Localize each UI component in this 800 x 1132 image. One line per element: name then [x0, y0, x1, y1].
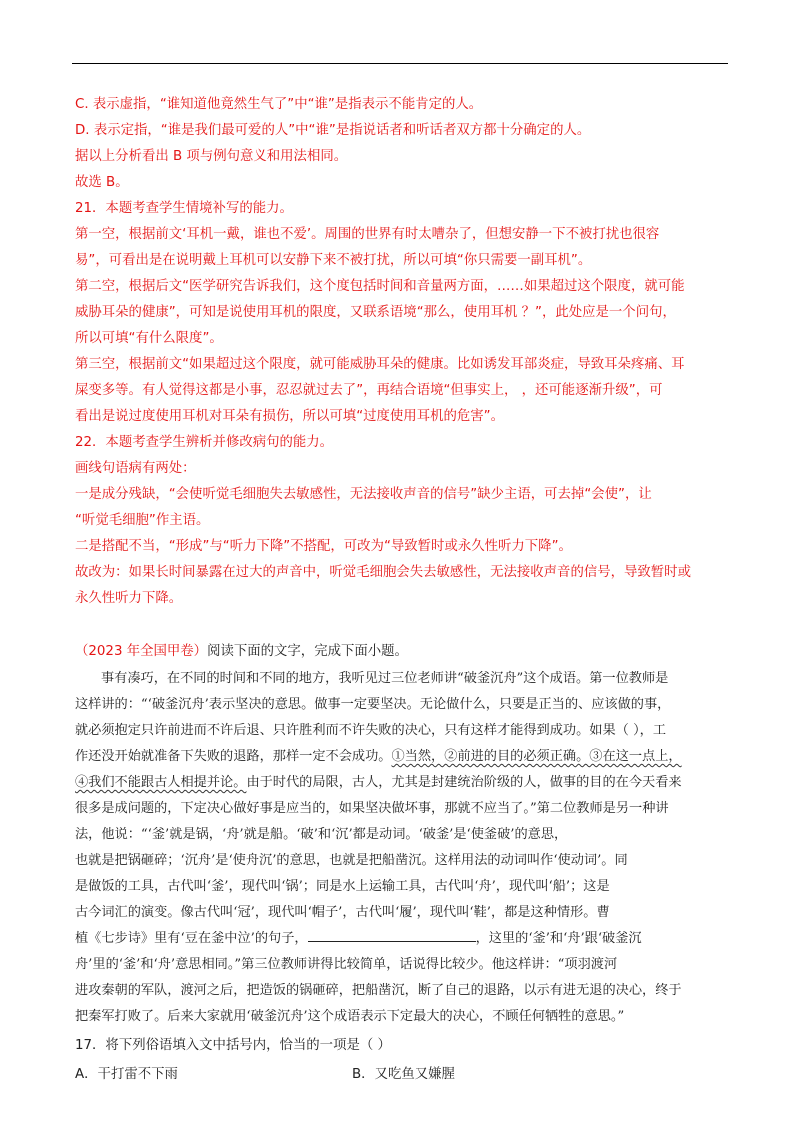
fill-in-blank[interactable] — [308, 929, 476, 942]
passage-line: 法，他说：“‘釜’就是锅，‘舟’就是船。‘破’和‘沉’都是动词。‘破釜’是‘使釜破’的意思， — [75, 827, 568, 842]
answer-line: “听觉毛细胞”作主语。 — [75, 513, 210, 528]
answer-line: D. 表示定指，“谁是我们最可爱的人”中“谁”是指说话者和听话者双方都十分确定的人。 — [75, 123, 591, 138]
option-a[interactable]: A．干打雷不下雨 — [75, 1067, 178, 1082]
passage-line: 是做饭的工具，古代叫‘釜’，现代叫‘锅’；同是水上运输工具，古代叫‘舟’，现代叫‘船’；这是 — [75, 879, 610, 894]
answer-line: 第二空，根据后文“医学研究告诉我们，这个度包括时间和音量两方面，……如果超过这个限度，就可能 — [75, 279, 685, 294]
passage-text: 由于时代的局限，古人，尤其是封建统治阶级的人，做事的目的在今天看来 — [246, 775, 682, 790]
passage-line: 进攻秦朝的军队，渡河之后，把造饭的锅砸碎，把船凿沉，断了自己的退路，以示有进无退的决心，终于 — [75, 983, 682, 998]
answer-line: 屎变多等。有人觉得这都是小事，忍忍就过去了”，再结合语境“但事实上， ，还可能逐渐升级”，可 — [75, 383, 663, 398]
reading-header — [75, 642, 408, 662]
answer-line: 故选 B。 — [75, 175, 129, 190]
passage-text: 作还没开始就准备下失败的退路，那样一定不会成功。 — [75, 749, 392, 764]
passage-line: 把秦军打败了。后来大家就用‘破釜沉舟’这个成语表示下定最大的决心，不顾任何牺牲的意思。” — [75, 1009, 625, 1024]
answer-line: 第一空，根据前文‘耳机一戴，谁也不爱’。周围的世界有时太嘈杂了，但想安静一下不被打扰也很容 — [75, 227, 660, 242]
answer-line: 二是搭配不当，“形成”与“听力下降”不搭配，可改为“导致暂时或永久性听力下降”。 — [75, 539, 572, 554]
passage-line: 古今词汇的演变。像古代叫‘冠’，现代叫‘帽子’，古代叫‘履’，现代叫‘鞋’，都是这种情形。曹 — [75, 905, 610, 920]
answer-line: 看出是说过度使用耳机对耳朵有损伤，所以可填“过度使用耳机的危害”。 — [75, 409, 504, 424]
option-b[interactable]: B．又吃鱼又嫌腥 — [352, 1067, 455, 1082]
answer-line: 所以可填“有什么限度”。 — [75, 331, 223, 346]
answer-heading: 21．本题考查学生情境补写的能力。 — [75, 201, 293, 216]
passage-line: 很多是成问题的，下定决心做好事是应当的，如果坚决做坏事，那就不应当了。”第二位教师是另一种讲 — [75, 801, 669, 816]
answer-line: 故改为：如果长时间暴露在过大的声音中，听觉毛细胞会失去敏感性，无法接收声音的信号，导致暂时或 — [75, 565, 691, 580]
answer-line: 画线句语病有两处： — [75, 461, 196, 476]
underlined-sentence: ④我们不能跟古人相提并论。 — [75, 775, 247, 790]
answer-line: 永久性听力下降。 — [75, 591, 183, 606]
answer-line: 易”，可看出是在说明戴上耳机可以安静下来不被打扰，所以可填“你只需要一副耳机”。 — [75, 253, 592, 268]
source-label: （2023 年全国甲卷） — [75, 644, 208, 659]
passage-line: 舟’里的‘釜’和‘舟’意思相同。”第三位教师讲得比较简单，话说得比较少。他这样讲：“项羽渡河 — [75, 957, 618, 972]
passage-line: 事有凑巧，在不同的时间和不同的地方，我听见过三位老师讲“破釜沉舟”这个成语。第一位教师是 — [101, 671, 669, 686]
passage-line: 就必须抱定只许前进而不许后退、只许胜利而不许失败的决心，只有这样才能得到成功。如果（ ），工 — [75, 723, 667, 738]
passage-line — [75, 929, 642, 949]
passage-line — [75, 747, 682, 767]
answer-line: C. 表示虚指，“谁知道他竟然生气了”中“谁”是指表示不能肯定的人。 — [75, 97, 483, 112]
answer-line: 威胁耳朵的健康”，可知是说使用耳机的限度，又联系语境“那么，使用耳机 ？”，此处应是一个问句， — [75, 305, 676, 320]
question-stem: 17．将下列俗语填入文中括号内，恰当的一项是（ ） — [75, 1038, 391, 1053]
passage-line: 也就是把锅砸碎；‘沉舟’是‘使舟沉’的意思，也就是把船凿沉。这样用法的动词叫作‘使动词’。同 — [75, 853, 628, 868]
answer-heading: 22．本题考查学生辨析并修改病句的能力。 — [75, 435, 334, 450]
passage-line: 这样讲的：“‘破釜沉舟’表示坚决的意思。做事一定要坚决。无论做什么，只要是正当的、应该做的事， — [75, 697, 671, 712]
instruction-text: 阅读下面的文字，完成下面小题。 — [207, 644, 408, 659]
answer-line: 据以上分析看出 B 项与例句意义和用法相同。 — [75, 149, 348, 164]
passage-text: ，这里的‘釜’和‘舟’跟‘破釜沉 — [475, 931, 642, 946]
underlined-sentence: ①当然，②前进的目的必须正确。③在这一点上， — [391, 749, 682, 764]
passage-line — [75, 773, 682, 793]
answer-line: 第三空，根据前文“如果超过这个限度，就可能威胁耳朵的健康。比如诱发耳部炎症，导致耳朵疼痛、耳 — [75, 357, 685, 372]
header-rule — [72, 63, 728, 64]
answer-line: 一是成分残缺，“会使听觉毛细胞失去敏感性，无法接收声音的信号”缺少主语，可去掉“会使”，让 — [75, 487, 652, 502]
passage-text: 植《七步诗》里有‘豆在釜中泣’的句子， — [75, 931, 308, 946]
